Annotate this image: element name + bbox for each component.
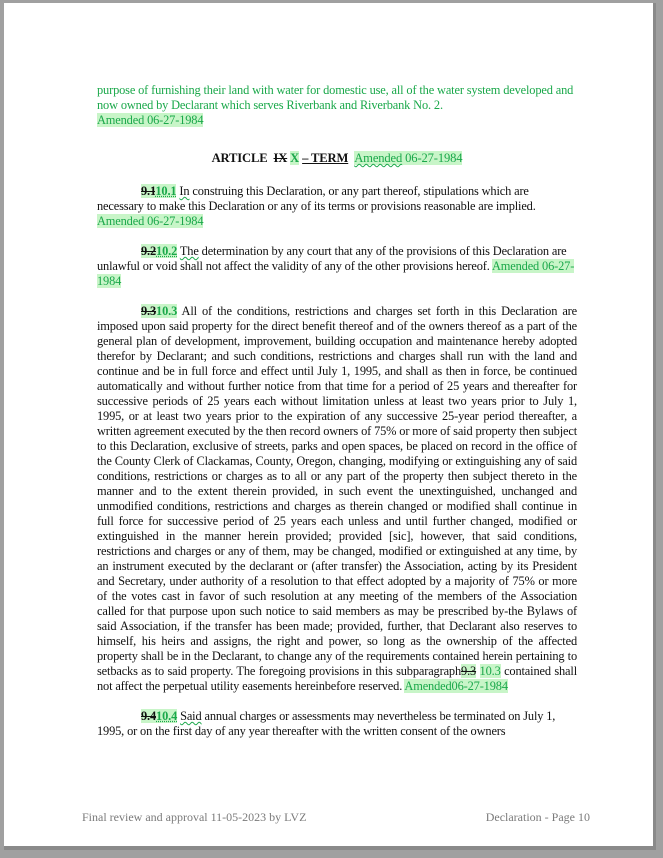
inserted-section-number: 10.1: [155, 184, 177, 198]
article-title: – TERM: [302, 151, 349, 165]
section-text: construing this Declaration, or any part thereof, stipulations which are necessary to make this Declaration or any of its terms or provisions reasonable are implied.: [97, 184, 536, 213]
deleted-section-number: 9.1: [141, 184, 156, 198]
article-heading: [97, 151, 577, 166]
continuation-paragraph: [97, 83, 577, 128]
section-text: annual charges or assessments may nevertheless be terminated on July 1, 1995, or on the first day of any year thereafter with the written consent of the owners: [97, 709, 556, 738]
section-lead-word: Said: [180, 709, 202, 723]
section-lead-word: The: [179, 244, 199, 258]
section-text: All of the conditions, restrictions and charges set forth in this Declaration are imposed upon said property for the direct benefit thereof and of the owners thereof as a part of the general plan of development, improvement, building occupation and maintenance hereby adopted therefor by Declarant; and such conditions, restrictions and charges shall run with the land and continue and be in full force and effect until July 1, 1995, and shall as then in force, be continued automatically and without further notice from that time for a period of 25 years and thereafter for successive periods of 25 years each without limitation unless at least two years prior to July 1, 1995, or at least two years prior to the expiration of any successive 25-year period thereafter, a written agreement executed by the then record owners of 75% or more of said property then subject to this Declaration, exclusive of streets, parks and open spaces, be placed on record in the office of the County Clerk of Clackamas, County, Oregon, changing, modifying or extinguishing any of said conditions, restrictions or charges as to all or any part of the property then subject thereto in the manner and to the extent therein provided, in such event the unextinguished, unchanged and unmodified conditions, restrictions and charges as therein changed or modified shall continue in full force for successive period of 25 years each unless and until further changed, modified or extinguished in the manner herein provided; provided [sic], however, that said conditions, restrictions and charges or any of them, may be changed, modified or extinguished at any time, by an instrument executed by the declarant or (after transfer) the Association, acting by its President and Secretary, under authority of a resolution to that effect adopted by a majority of 75% or more of the votes cast in favor of such resolution at any meeting of the members of the Association called for that purpose upon such notice to said members as may be prescribed by-the Bylaws of said Association, if the transfer has been made; provided, further, that Declarant also reserves to himself, his heirs and assigns, the right and power, so long as the ownership of the affected property shall be in the Declarant, to change any of the requirements contained herein pertaining to setbacks as to said property. The foregoing provisions in this subparagraph: [97, 304, 578, 678]
inserted-article-number: X: [290, 151, 300, 165]
section-10-3: [97, 304, 577, 694]
continuation-text: purpose of furnishing their land with water for domestic use, all of the water system developed and now owned by Declarant which serves Riverbank and Riverbank No. 2.: [97, 83, 574, 112]
document-page: [4, 3, 656, 850]
page-footer: [82, 810, 590, 825]
deleted-section-number: 9.2: [141, 244, 157, 258]
amended-note: Amended06-27-1984: [404, 679, 508, 693]
section-10-1: [97, 184, 577, 229]
deleted-section-number: 9.4: [141, 709, 157, 723]
article-amended-note: Amended 06-27-1984: [354, 151, 463, 165]
footer-review-note: Final review and approval 11-05-2023 by LVZ: [82, 810, 307, 824]
deleted-article-number: IX: [273, 151, 288, 165]
amended-note: Amended 06-27-1984: [97, 214, 204, 228]
deleted-section-number: 9.3: [141, 304, 157, 318]
footer-page-number: Declaration - Page 10: [485, 810, 590, 824]
document-body: [97, 83, 577, 739]
amended-note: Amended 06-27-1984: [97, 113, 204, 127]
section-10-4: [97, 709, 577, 739]
section-10-2: [97, 244, 577, 289]
inserted-section-number: 10.3: [156, 304, 178, 318]
amended-note: Amended 06-27-1984: [97, 259, 575, 288]
section-text-after: contained shall not affect the perpetual utility easements hereinbefore reserved.: [97, 664, 577, 693]
section-lead-word: In: [179, 184, 190, 198]
inserted-section-number: 10.2: [156, 244, 178, 258]
article-label: ARTICLE: [211, 151, 268, 165]
inserted-inline-reference: 10.3: [479, 664, 501, 678]
section-text: determination by any court that any of the provisions of this Declaration are unlawful or void shall not affect the validity of any of the other provisions hereof.: [97, 244, 567, 273]
inserted-section-number: 10.4: [156, 709, 178, 723]
deleted-inline-reference: 9.3: [461, 664, 477, 678]
